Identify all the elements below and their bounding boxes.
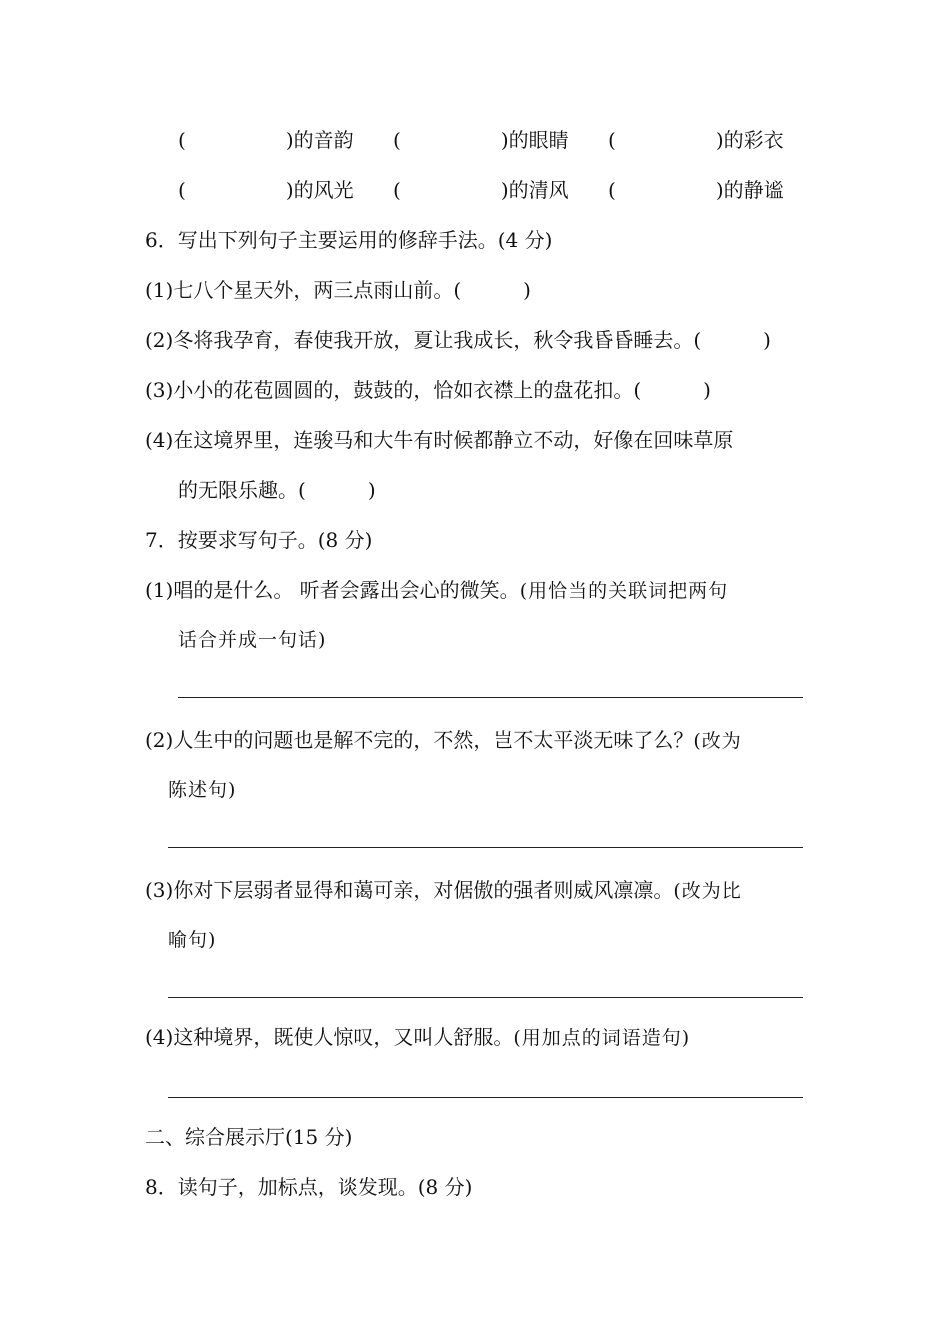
q6-item-4-cont: 的无限乐趣。( ) — [178, 478, 376, 502]
blank-suffix: 的眼睛 — [508, 128, 569, 152]
q7-item-4: (4)这种境界，既使人惊叹，又叫人舒服。(用加点的词语造句) — [145, 1025, 691, 1049]
q7-item-1-cont: 话合并成一句话) — [178, 629, 327, 651]
section-2-title: 二、综合展示厅(15 分) — [145, 1125, 353, 1149]
q6-item-2: (2)冬将我孕育，春使我开放，夏让我成长，秋令我昏昏睡去。( ) — [145, 328, 771, 352]
q7-answer-line-3[interactable] — [168, 997, 803, 998]
q6-item-4: (4)在这境界里，连骏马和大牛有时候都静立不动，好像在回味草原 — [145, 428, 734, 452]
blank-row-1: ( )的音韵 ( )的眼睛 ( )的彩衣 — [178, 128, 784, 152]
q7-item-4-hint: (用加点的词语造句) — [513, 1027, 691, 1049]
q7-item-1: (1)唱的是什么。 听者会露出会心的微笑。(用恰当的关联词把两句 — [145, 578, 729, 602]
q7-title: 7．按要求写句子。(8 分) — [145, 528, 373, 552]
q7-answer-line-2[interactable] — [168, 847, 803, 848]
q7-item-1-hint: (用恰当的关联词把两句 — [519, 580, 729, 602]
q7-item-3-cont: 喻句) — [168, 929, 217, 951]
q8-title: 8．读句子，加标点，谈发现。(8 分) — [145, 1175, 473, 1199]
blank-suffix: 的风光 — [293, 178, 354, 202]
q7-answer-line-4[interactable] — [168, 1097, 803, 1098]
q7-answer-line-1[interactable] — [178, 697, 803, 698]
q6-item-3: (3)小小的花苞圆圆的，鼓鼓的，恰如衣襟上的盘花扣。( ) — [145, 378, 711, 402]
q7-item-2-cont: 陈述句) — [168, 779, 237, 801]
blank-suffix: 的彩衣 — [723, 128, 784, 152]
q7-item-3-hint: (改为比 — [673, 880, 742, 902]
q7-item-2: (2)人生中的问题也是解不完的，不然，岂不太平淡无味了么？(改为 — [145, 728, 742, 752]
blank-row-2: ( )的风光 ( )的清风 ( )的静谧 — [178, 178, 784, 202]
q6-item-1: (1)七八个星天外，两三点雨山前。( ) — [145, 278, 531, 302]
q6-title: 6．写出下列句子主要运用的修辞手法。(4 分) — [145, 228, 553, 252]
q7-item-3: (3)你对下层弱者显得和蔼可亲，对倨傲的强者则威风凛凛。(改为比 — [145, 878, 742, 902]
blank-suffix: 的静谧 — [723, 178, 784, 202]
blank-suffix: 的音韵 — [293, 128, 354, 152]
blank-suffix: 的清风 — [508, 178, 569, 202]
q7-item-2-hint: (改为 — [693, 730, 742, 752]
